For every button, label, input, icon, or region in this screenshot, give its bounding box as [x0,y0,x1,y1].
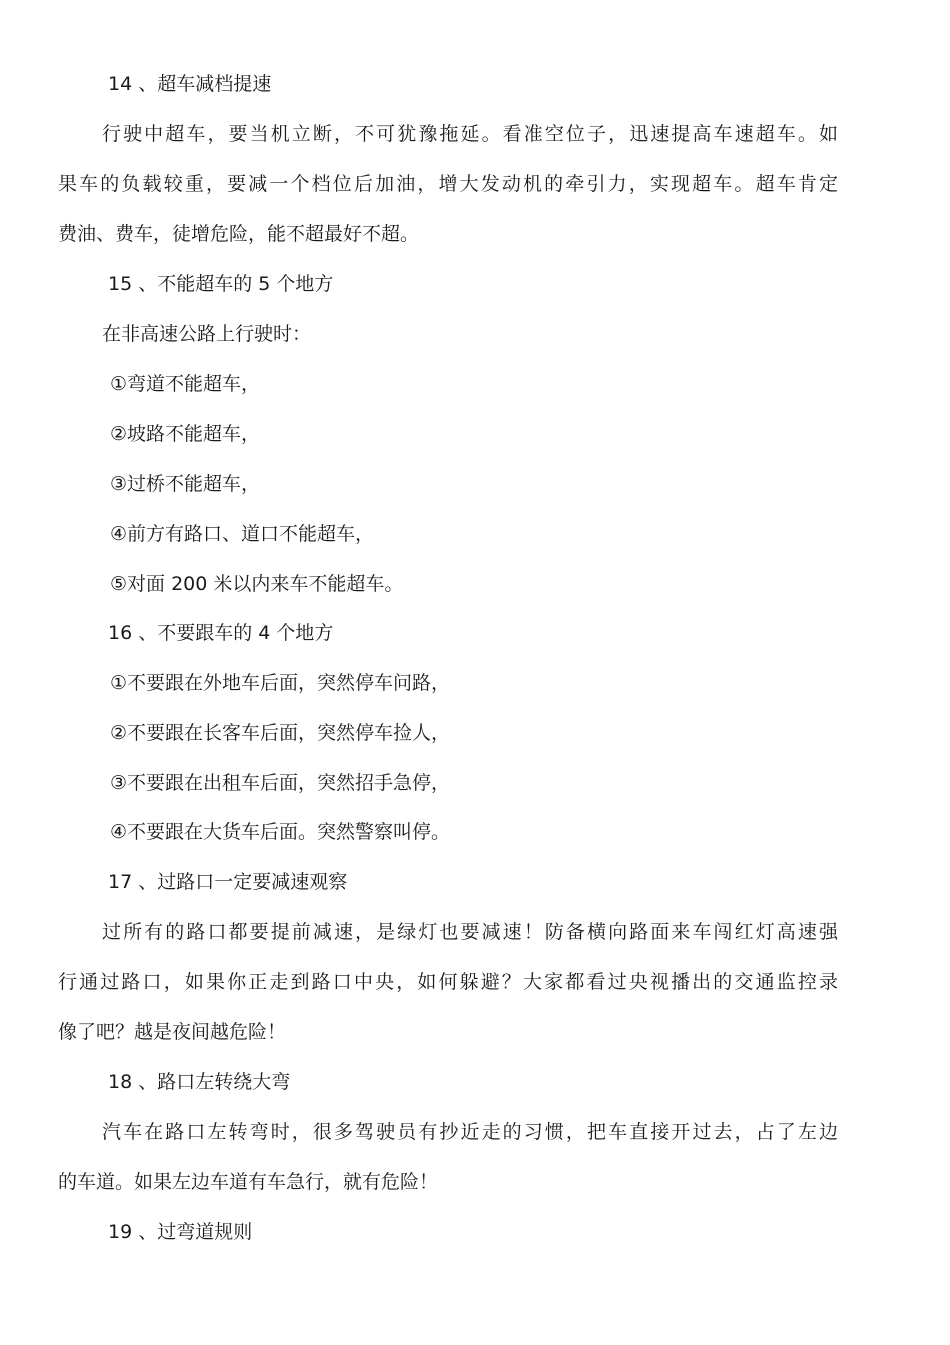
list-item: ①不要跟在外地车后面，突然停车问路， [110,672,451,694]
list-item: ②不要跟在长客车后面，突然停车捡人， [110,722,451,744]
paragraph-line: 汽车在路口左转弯时，很多驾驶员有抄近走的习惯，把车直接开过去，占了左边 [102,1121,838,1143]
paragraph-line: 行驶中超车，要当机立断，不可犹豫拖延。看准空位子，迅速提高车速超车。如 [102,123,838,145]
section-lead: 在非高速公路上行驶时： [102,323,312,345]
list-item: ④前方有路口、道口不能超车， [110,523,375,545]
section-heading-17: 17 、过路口一定要减速观察 [108,871,348,893]
paragraph-line: 过所有的路口都要提前减速，是绿灯也要减速！防备横向路面来车闯红灯高速强 [102,921,838,943]
section-heading-18: 18 、路口左转绕大弯 [108,1071,291,1093]
paragraph-line: 像了吧？越是夜间越危险！ [58,1021,287,1043]
paragraph-line: 果车的负载较重，要减一个档位后加油，增大发动机的牵引力，实现超车。超车肯定 [58,173,838,195]
section-heading-15: 15 、不能超车的 5 个地方 [108,273,334,295]
list-item: ⑤对面 200 米以内来车不能超车。 [110,573,404,595]
paragraph-line: 的车道。如果左边车道有车急行，就有危险！ [58,1171,439,1193]
paragraph-line: 行通过路口，如果你正走到路口中央，如何躲避？大家都看过央视播出的交通监控录 [58,971,838,993]
section-heading-19: 19 、过弯道规则 [108,1221,253,1243]
list-item: ③不要跟在出租车后面，突然招手急停， [110,772,451,794]
list-item: ④不要跟在大货车后面。突然警察叫停。 [110,821,451,843]
list-item: ②坡路不能超车， [110,423,261,445]
section-heading-16: 16 、不要跟车的 4 个地方 [108,622,334,644]
list-item: ③过桥不能超车， [110,473,261,495]
section-heading-14: 14 、超车减档提速 [108,73,272,95]
list-item: ①弯道不能超车， [110,373,261,395]
paragraph-line: 费油、费车，徒增危险，能不超最好不超。 [58,223,420,245]
